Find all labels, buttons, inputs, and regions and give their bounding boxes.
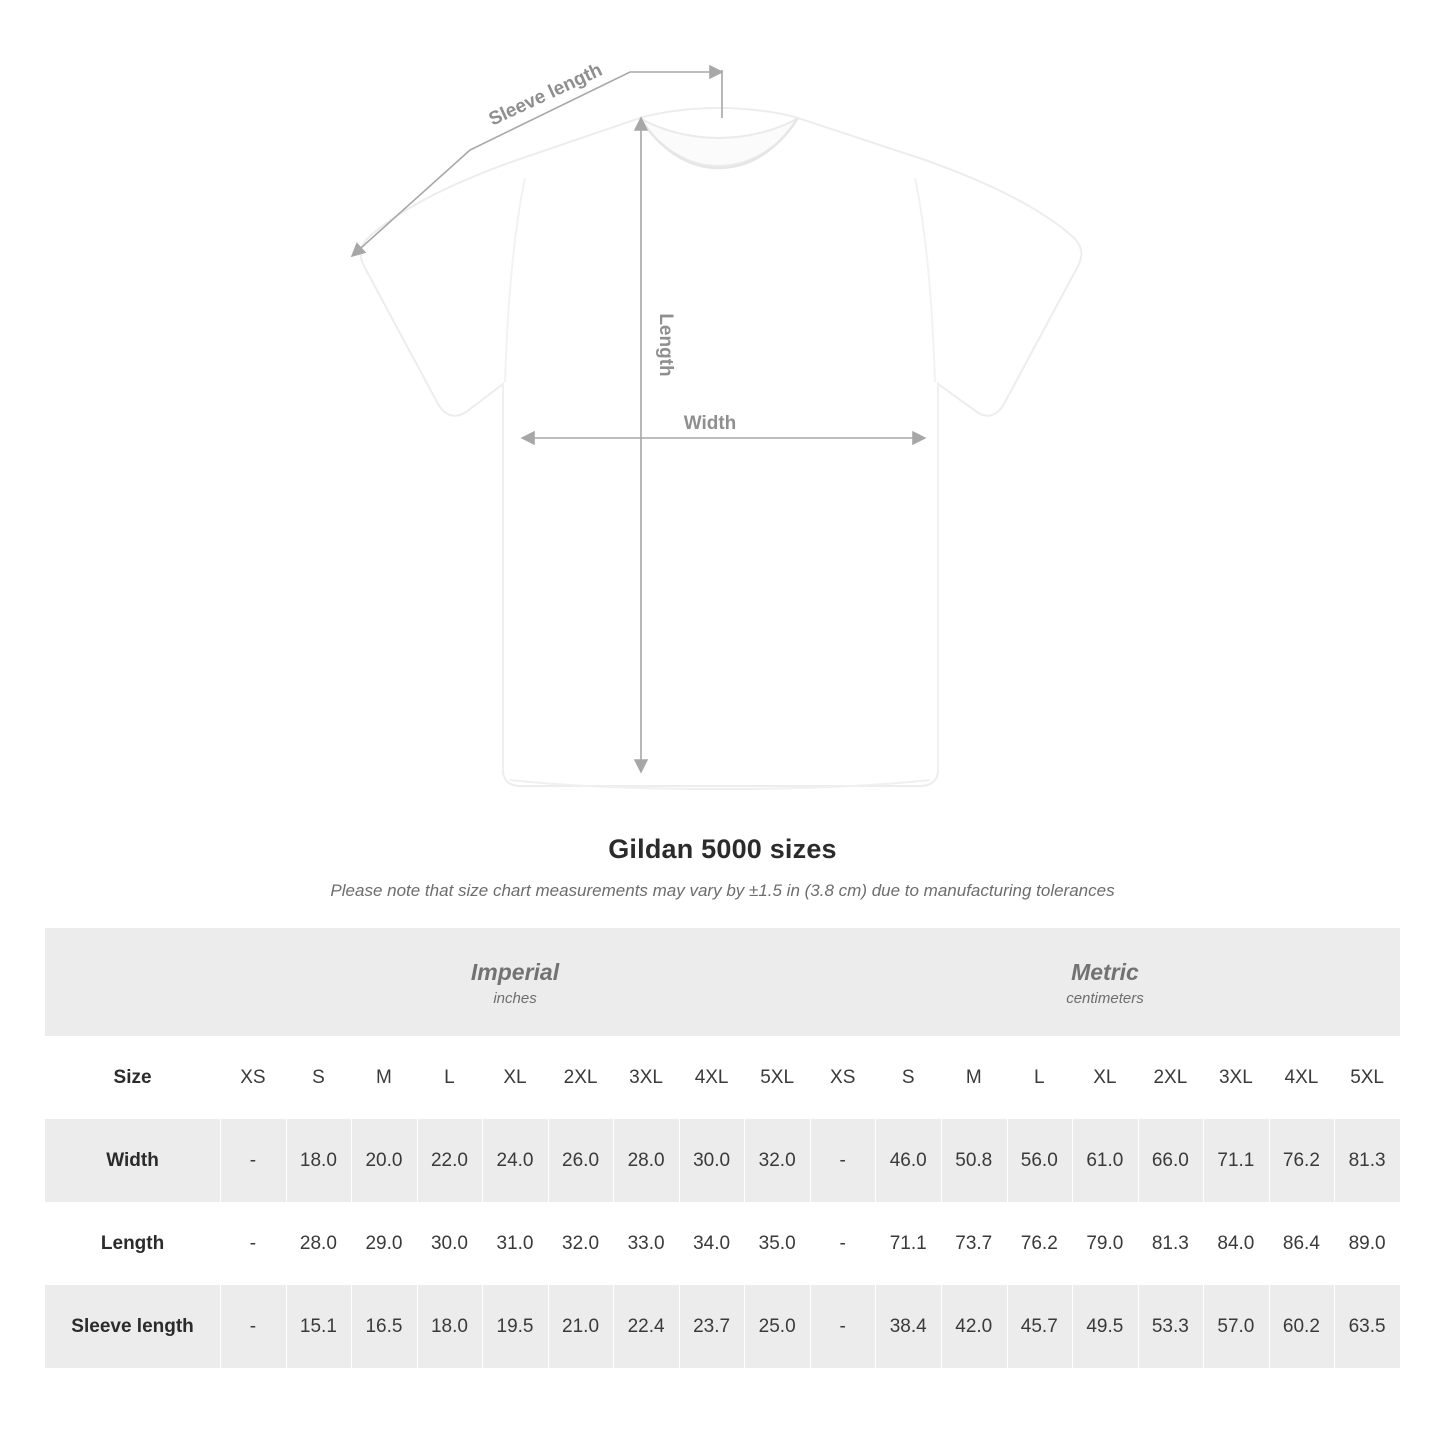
size-table-wrap (45, 928, 1400, 1368)
table-row-width (45, 1119, 1400, 1202)
sleeve-imp-s: 15.1 (286, 1285, 352, 1368)
width-met-m: 50.8 (941, 1119, 1007, 1202)
metric-name: Metric (1071, 958, 1139, 985)
measurement-note: Please note that size chart measurements may vary by ±1.5 in (3.8 cm) due to manufacturing tolerances (330, 881, 1115, 900)
width-met-l: 56.0 (1007, 1119, 1073, 1202)
width-imp-4xl: 30.0 (679, 1119, 745, 1202)
size-met-s: S (875, 1036, 941, 1119)
sleeve-imp-4xl: 23.7 (679, 1285, 745, 1368)
sleeve-met-s: 38.4 (875, 1285, 941, 1368)
row-label-width: Width (45, 1119, 220, 1202)
size-imp-m: M (351, 1036, 417, 1119)
width-imp-m: 20.0 (351, 1119, 417, 1202)
length-met-xl: 79.0 (1072, 1202, 1138, 1285)
sleeve-met-2xl: 53.3 (1138, 1285, 1204, 1368)
table-row-length (45, 1202, 1400, 1285)
width-met-5xl: 81.3 (1334, 1119, 1400, 1202)
metric-sub: centimeters (1066, 990, 1144, 1008)
width-imp-3xl: 28.0 (613, 1119, 679, 1202)
size-met-xs: XS (810, 1036, 876, 1119)
length-imp-5xl: 35.0 (744, 1202, 810, 1285)
length-imp-l: 30.0 (417, 1202, 483, 1285)
title-block (0, 834, 1445, 901)
sleeve-imp-xs: - (220, 1285, 286, 1368)
width-met-s: 46.0 (875, 1119, 941, 1202)
size-met-3xl: 3XL (1203, 1036, 1269, 1119)
size-imp-3xl: 3XL (613, 1036, 679, 1119)
sleeve-met-l: 45.7 (1007, 1285, 1073, 1368)
width-met-2xl: 66.0 (1138, 1119, 1204, 1202)
sleeve-met-5xl: 63.5 (1334, 1285, 1400, 1368)
unit-header-metric (810, 928, 1400, 1036)
sleeve-met-3xl: 57.0 (1203, 1285, 1269, 1368)
length-met-3xl: 84.0 (1203, 1202, 1269, 1285)
size-imp-4xl: 4XL (679, 1036, 745, 1119)
tshirt-shape (361, 108, 1082, 789)
size-met-2xl: 2XL (1138, 1036, 1204, 1119)
length-imp-2xl: 32.0 (548, 1202, 614, 1285)
width-met-3xl: 71.1 (1203, 1119, 1269, 1202)
width-label: Width (683, 413, 737, 434)
sleeve-met-m: 42.0 (941, 1285, 1007, 1368)
length-met-m: 73.7 (941, 1202, 1007, 1285)
length-met-l: 76.2 (1007, 1202, 1073, 1285)
sleeve-length-label: Sleeve length (485, 59, 606, 131)
size-met-m: M (941, 1036, 1007, 1119)
size-met-xl: XL (1072, 1036, 1138, 1119)
sleeve-imp-5xl: 25.0 (744, 1285, 810, 1368)
size-met-5xl: 5XL (1334, 1036, 1400, 1119)
imperial-sub: inches (493, 990, 537, 1008)
width-imp-s: 18.0 (286, 1119, 352, 1202)
width-met-xl: 61.0 (1072, 1119, 1138, 1202)
sleeve-met-xl: 49.5 (1072, 1285, 1138, 1368)
size-header-label: Size (45, 1036, 220, 1119)
length-met-2xl: 81.3 (1138, 1202, 1204, 1285)
unit-header-row (45, 928, 1400, 1036)
size-imp-s: S (286, 1036, 352, 1119)
size-header-row (45, 1036, 1400, 1119)
length-imp-s: 28.0 (286, 1202, 352, 1285)
length-imp-3xl: 33.0 (613, 1202, 679, 1285)
length-imp-m: 29.0 (351, 1202, 417, 1285)
width-imp-xs: - (220, 1119, 286, 1202)
size-met-l: L (1007, 1036, 1073, 1119)
size-met-4xl: 4XL (1269, 1036, 1335, 1119)
width-imp-5xl: 32.0 (744, 1119, 810, 1202)
length-met-5xl: 89.0 (1334, 1202, 1400, 1285)
sleeve-imp-m: 16.5 (351, 1285, 417, 1368)
size-imp-2xl: 2XL (548, 1036, 614, 1119)
size-imp-xs: XS (220, 1036, 286, 1119)
imperial-name: Imperial (470, 958, 560, 985)
width-imp-xl: 24.0 (482, 1119, 548, 1202)
length-imp-xs: - (220, 1202, 286, 1285)
length-label: Length (655, 313, 676, 377)
sleeve-imp-2xl: 21.0 (548, 1285, 614, 1368)
length-imp-4xl: 34.0 (679, 1202, 745, 1285)
width-imp-2xl: 26.0 (548, 1119, 614, 1202)
page-title: Gildan 5000 sizes (608, 834, 837, 864)
sleeve-imp-3xl: 22.4 (613, 1285, 679, 1368)
size-imp-l: L (417, 1036, 483, 1119)
unit-header-imperial (220, 928, 810, 1036)
row-label-length: Length (45, 1202, 220, 1285)
size-table (45, 928, 1400, 1368)
length-met-4xl: 86.4 (1269, 1202, 1335, 1285)
width-met-4xl: 76.2 (1269, 1119, 1335, 1202)
sleeve-imp-xl: 19.5 (482, 1285, 548, 1368)
sleeve-met-4xl: 60.2 (1269, 1285, 1335, 1368)
length-met-s: 71.1 (875, 1202, 941, 1285)
length-met-xs: - (810, 1202, 876, 1285)
sleeve-imp-l: 18.0 (417, 1285, 483, 1368)
length-imp-xl: 31.0 (482, 1202, 548, 1285)
width-imp-l: 22.0 (417, 1119, 483, 1202)
unit-header-spacer (45, 928, 220, 1036)
size-imp-xl: XL (482, 1036, 548, 1119)
size-imp-5xl: 5XL (744, 1036, 810, 1119)
sleeve-met-xs: - (810, 1285, 876, 1368)
row-label-sleeve-length: Sleeve length (45, 1285, 220, 1368)
width-met-xs: - (810, 1119, 876, 1202)
table-row-sleeve-length (45, 1285, 1400, 1368)
